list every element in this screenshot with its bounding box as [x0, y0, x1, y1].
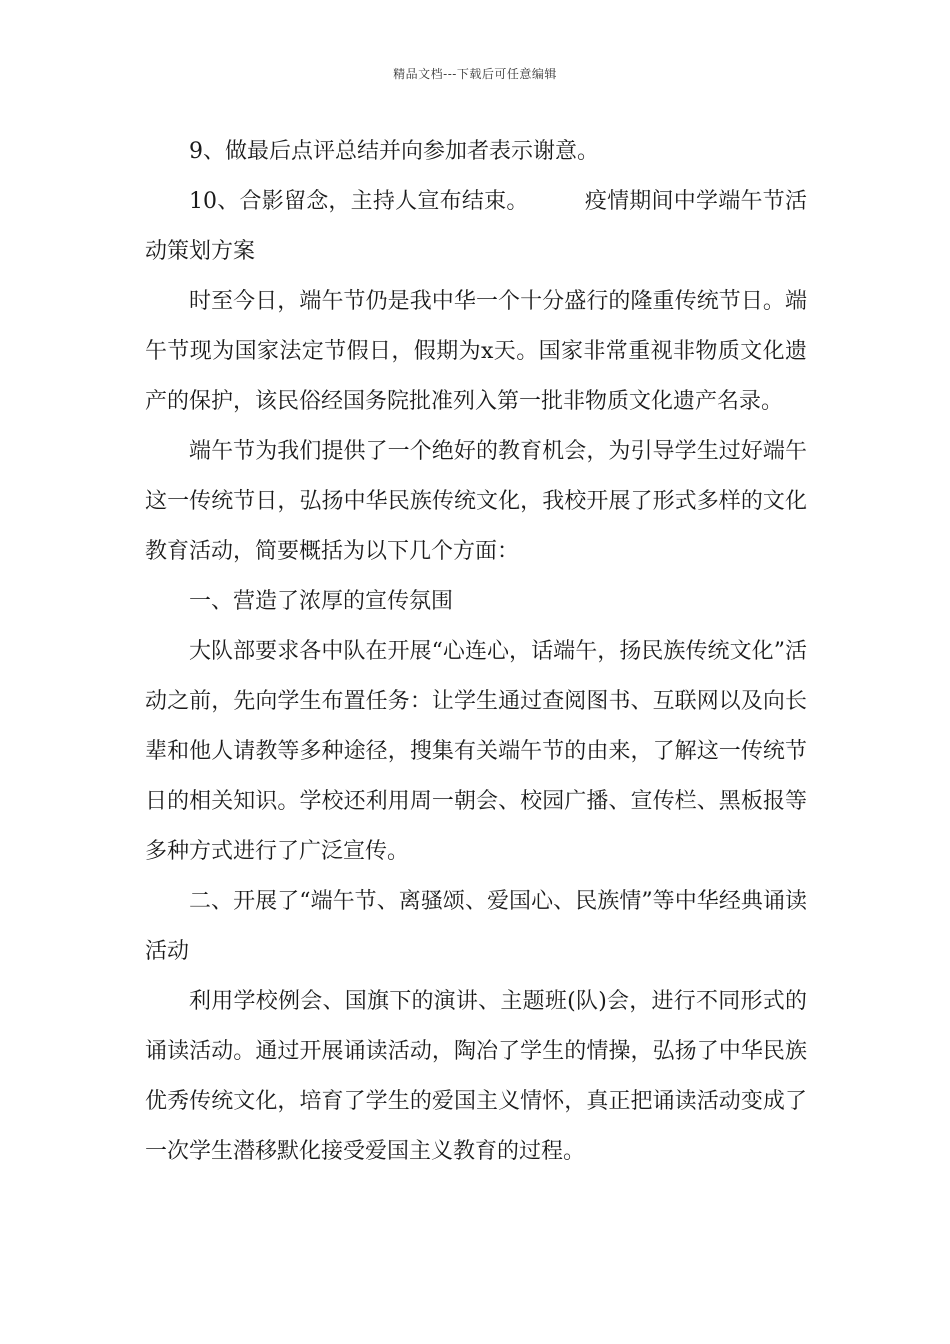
paragraph-step-10 — [145, 177, 807, 277]
page-header: 精品文档---下载后可任意编辑 — [393, 67, 557, 81]
step-10-text: 10、合影留念，主持人宣布结束。 — [189, 189, 529, 214]
heading-part-1: 一、营造了浓厚的宣传氛围 — [189, 589, 454, 614]
section-title: 疫情期间中学端午节活动策划方案 — [145, 189, 807, 264]
paragraph-part-2: 利用学校例会、国旗下的演讲、主题班(队)会，进行不同形式的诵读活动。通过开展诵读活动，陶冶了学生的情操，弘扬了中华民族优秀传统文化，培育了学生的爱国主义情怀，真正把诵读活动变成了一次学生潜移默化接受爱国主义教育的过程。 — [145, 989, 807, 1164]
paragraph-part-1: 大队部要求各中队在开展“心连心，话端午，扬民族传统文化”活动之前，先向学生布置任务：让学生通过查阅图书、互联网以及向长辈和他人请教等多种途径，搜集有关端午节的由来，了解这一传统节日的相关知识。学校还利用周一朝会、校园广播、宣传栏、黑板报等多种方式进行了广泛宣传。 — [145, 639, 807, 864]
paragraph-intro: 时至今日，端午节仍是我中华一个十分盛行的隆重传统节日。端午节现为国家法定节假日，假期为x天。国家非常重视非物质文化遗产的保护，该民俗经国务院批准列入第一批非物质文化遗产名录。 — [145, 289, 807, 414]
heading-part-2: 二、开展了“端午节、离骚颂、爱国心、民族情”等中华经典诵读活动 — [145, 889, 807, 964]
document-body — [145, 127, 807, 1177]
paragraph-step-9: 9、做最后点评总结并向参加者表示谢意。 — [189, 139, 599, 164]
paragraph-overview: 端午节为我们提供了一个绝好的教育机会，为引导学生过好端午这一传统节日，弘扬中华民族传统文化，我校开展了形式多样的文化教育活动，简要概括为以下几个方面： — [145, 439, 807, 564]
